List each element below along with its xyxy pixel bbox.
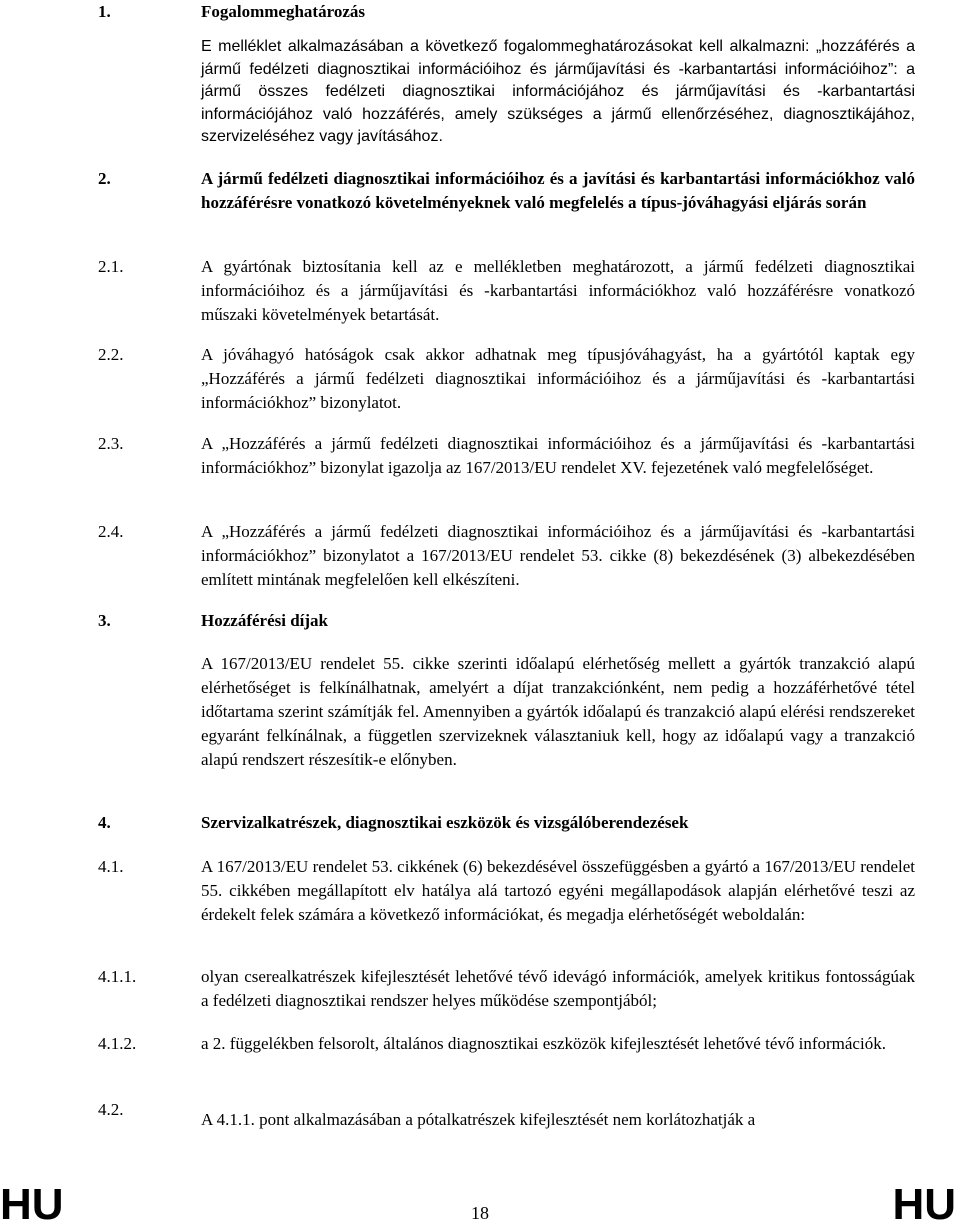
subsection-number: 2.1.	[98, 257, 124, 276]
subsection-number: 2.2.	[98, 345, 124, 364]
subsection-paragraph: A jóváhagyó hatóságok csak akkor adhatnak meg típusjóváhagyást, ha a gyártótól kaptak egy „Hozzáférés a jármű fedélzeti diagnosztikai információihoz és a járműjavítási és -karbantartási információkhoz” bizonylatot.	[201, 345, 915, 412]
subsection-paragraph: A gyártónak biztosítania kell az e mellékletben meghatározott, a jármű fedélzeti diagnosztikai információihoz és a járműjavítási és -karbantartási információkhoz való hozzáférésre vonatkozó műszaki követelmények betartását.	[201, 257, 915, 324]
subsection-paragraph: A „Hozzáférés a jármű fedélzeti diagnosztikai információihoz és a járműjavítási és -karbantartási információkhoz” bizonylatot a 167/2013/EU rendelet 53. cikke (8) bekezdésének (3) albekezdésében említett mintának megfelelően kell elkészíteni.	[201, 522, 915, 589]
section-number: 4.	[98, 813, 111, 832]
subsection-number: 2.3.	[98, 434, 124, 453]
section-title: Hozzáférési díjak	[201, 611, 328, 630]
subsection-number: 2.4.	[98, 522, 124, 541]
subsection-number: 4.1.	[98, 857, 124, 876]
section-number: 2.	[98, 169, 111, 188]
footer-language-right: HU	[892, 1180, 956, 1229]
footer-language-left: HU	[0, 1180, 64, 1229]
section-title: Fogalommeghatározás	[201, 2, 365, 21]
subsection-paragraph: a 2. függelékben felsorolt, általános diagnosztikai eszközök kifejlesztését lehetővé tévő információk.	[201, 1034, 886, 1053]
section-title: Szervizalkatrészek, diagnosztikai eszközök és vizsgálóberendezések	[201, 813, 689, 832]
subsection-paragraph: A 4.1.1. pont alkalmazásában a pótalkatrészek kifejlesztését nem korlátozhatják a	[201, 1110, 756, 1129]
section-number: 1.	[98, 2, 111, 21]
subsection-paragraph: olyan cserealkatrészek kifejlesztését lehetővé tévő idevágó információk, amelyek kritikus fontosságúak a fedélzeti diagnosztikai rendszer helyes működése szempontjából;	[201, 967, 915, 1010]
subsection-number: 4.1.2.	[98, 1034, 137, 1053]
subsection-paragraph: A 167/2013/EU rendelet 53. cikkének (6) bekezdésével összefüggésben a gyártó a 167/2013/EU rendelet 55. cikkében megállapított elv hatálya alá tartozó egyéni megállapodások alapján elérhetővé teszi az érdekelt felek számára a következő információkat, és megadja elérhetőségét weboldalán:	[201, 857, 915, 924]
page-number: 18	[471, 1203, 489, 1223]
subsection-number: 4.1.1.	[98, 967, 137, 986]
subsection-number: 4.2.	[98, 1100, 124, 1119]
section-number: 3.	[98, 611, 111, 630]
definition-paragraph: E melléklet alkalmazásában a következő fogalommeghatározásokat kell alkalmazni: „hozzáférés a jármű fedélzeti diagnosztikai információihoz és járműjavítási és -karbantartási információihoz”: a jármű összes fedélzeti diagnosztikai információjához és járműjavítási és -karbantartási információjához való hozzáférés, amely szükséges a jármű ellenőrzéséhez, diagnosztikájához, szervizeléséhez vagy javításához.	[201, 38, 915, 145]
subsection-paragraph: A „Hozzáférés a jármű fedélzeti diagnosztikai információihoz és a járműjavítási és -karbantartási információkhoz” bizonylat igazolja az 167/2013/EU rendelet XV. fejezetének való megfelelőséget.	[201, 434, 915, 477]
section-paragraph: A 167/2013/EU rendelet 55. cikke szerinti időalapú elérhetőség mellett a gyártók tranzakció alapú elérhetőséget is felkínálhatnak, amelyért a díjat tranzakciónként, nem pedig a hozzáférhetővé tétel időtartama szerint számítják fel. Amennyiben a gyártók időalapú és tranzakció alapú elérési rendszereket egyaránt felkínálnak, a független szervizeknek választaniuk kell, hogy az időalapú vagy a tranzakció alapú rendszert részesítik-e előnyben.	[201, 654, 915, 769]
section-title: A jármű fedélzeti diagnosztikai információihoz és a javítási és karbantartási információkhoz való hozzáférésre vonatkozó követelményeknek való megfelelés a típus-jóváhagyási eljárás során	[201, 169, 915, 212]
